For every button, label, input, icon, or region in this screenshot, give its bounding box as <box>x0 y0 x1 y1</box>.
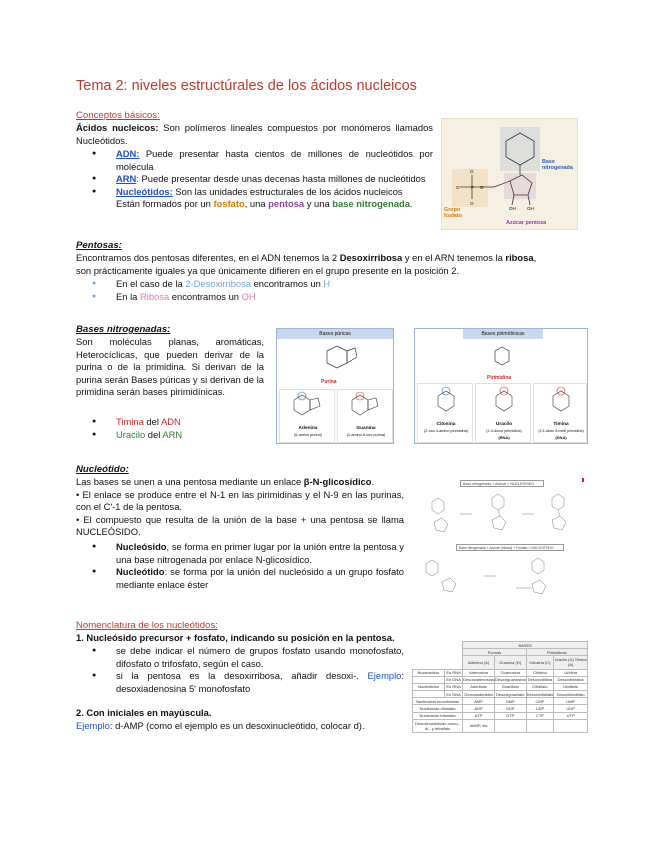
svg-text:O: O <box>456 185 460 190</box>
list-item-timina: ● Timina del ADN <box>76 416 264 429</box>
guanina-label: Guanina <box>356 426 376 431</box>
table-row: Nucleósido difosfato ADP GDP CDP UDP <box>413 705 588 712</box>
nomenclatura-example: Ejemplo: d-AMP (como el ejemplo es un desoxinucleótido, colocar d). <box>76 720 365 731</box>
purina-label: Purina <box>321 379 337 385</box>
table-header-pirimidinas: Pirimidinas <box>526 649 587 656</box>
base-highlight <box>500 127 540 171</box>
pirimidina-label: Pirimidina <box>487 375 512 381</box>
citosina-label: Citosina <box>436 422 456 427</box>
pirimidinicas-header: Bases pirimídinicas <box>463 329 543 339</box>
svg-text:OH: OH <box>527 206 534 211</box>
nucleotide-table: BASES Purinas Pirimidinas Adenina (A) Guanina (G) Citosina (C) Uracilo (U) Timina (A) Nucleósidos En RNA Adenosina Guanosina Citidina Uridina En DNA Desoxiadenosina Desoxiguanosina Desoxicitidina Desoxitimidina Nucleótidos En RNA Adenilato Guanilato Citidilato Uridilato En DNA Desoxiadenilato Desoxiguanilato Desoxicitidilato Desoxitimidilato Nucleósido monofosfato AMP GMP CMP UMP Nucleósido difosfato ADP GDP CDP UDP Nucleósido trifosfato ATP GTP CTP UTP Desoxinucleósido mono-, di-, y trifosfato dAMP, etc <box>412 641 588 733</box>
table-header-purinas: Purinas <box>463 649 526 656</box>
list-item-desoxirribosa: ● En el caso de la 2-Desoxirribosa encontramos un H <box>76 278 586 291</box>
svg-text:O: O <box>470 201 474 206</box>
list-item-fosfatos: ● se debe indicar el número de grupos fosfato usando monofosfato, difosfato o trifosfato, según el caso. <box>76 645 404 670</box>
pentosas-heading: Pentosas: <box>76 240 122 251</box>
uracilo-label: Uracilo <box>495 422 513 427</box>
timina-card: Timina (2,4-dioxo 5-metil pirimidina) (DNA) <box>533 383 587 443</box>
list-item-nucleosido: ● Nucleósido, se forma en primer lugar por la unión entre la pentosa y una base nitrogenada por enlace N-glicosídico. <box>76 541 404 566</box>
conceptos-intro: Ácidos nucleicos: Son polímeros lineales compuestos por monómeros llamados Nucleótidos. <box>76 122 433 146</box>
fosfato-term: fosfato <box>213 198 245 210</box>
table-row: Nucleósido monofosfato AMP GMP CMP UMP <box>413 698 588 705</box>
nomenclatura-item-2: 2. Con iniciales en mayúscula. <box>76 707 212 718</box>
table-row: Nucleótidos En RNA Adenilato Guanilato Citidilato Uridilato <box>413 683 588 690</box>
pirimidinicas-panel <box>414 328 588 444</box>
svg-text:O: O <box>480 185 484 190</box>
purina-structure <box>317 343 357 377</box>
nomenclatura-item-1: 1. Nucleósido precursor + fosfato, indicando su posición en la pentosa. <box>76 632 395 643</box>
page-title: Tema 2: niveles estructúrales de los ácidos nucleicos <box>76 78 417 94</box>
acidos-nucleicos-term: Ácidos nucleicos: <box>76 122 159 133</box>
citosina-card: Citosina (2-oxo 4-amino pirimidina) <box>417 383 473 443</box>
pentose-highlight <box>504 173 536 199</box>
list-item-uracilo: ● Uracilo del ARN <box>76 429 264 442</box>
uracilo-card: Uracilo (2,4-dioxo pirimidina) (RNA) <box>475 383 531 443</box>
table-row: Nucleósido trifosfato ATP GTP CTP UTP <box>413 712 588 719</box>
puricas-header: Bases púricas <box>277 329 393 339</box>
grupo-fosfato-label: Grupo fosfato <box>444 207 462 219</box>
table-row: En DNA Desoxiadenilato Desoxiguanilato Desoxicitidilato Desoxitimidilato <box>413 691 588 698</box>
phosphate-highlight <box>452 169 488 207</box>
azucar-pentosa-label: Azúcar pentosa <box>506 220 547 226</box>
bases-paragraph: Son moléculas planas, aromáticas, Heterocíclicas, que pueden derivar de la purina o de la primidina. Si derivan de la purina serán Bases púricas y si derivan de la primidina serán bases pirimidínicas. <box>76 336 264 398</box>
nucleosido-reaction <box>412 488 588 544</box>
bases-list <box>76 416 264 441</box>
list-item-arn: ● ARN: Puede presentar desde unas decenas hasta millones de nucleótidos <box>76 173 433 186</box>
nucleotide-figure <box>441 118 578 230</box>
pirimidina-structure <box>487 343 517 373</box>
table-header-bases: BASES <box>463 642 588 649</box>
list-item-nucleotidos: ● Nucleótidos: Son las unidades estructurales de los ácidos nucleicos Están formados por un fosfato, una pentosa y una base nitrogenada. <box>76 186 433 211</box>
table-row: Desoxinucleósido mono-, di-, y trifosfato dAMP, etc <box>413 719 588 732</box>
conceptos-heading: Conceptos básicos: <box>76 110 160 121</box>
bases-heading: Bases nitrogenadas: <box>76 324 171 335</box>
list-item-nucleotido: ● Nucleótido: se forma por la unión del nucleósido a un grupo fosfato mediante enlace éster <box>76 566 404 591</box>
bases-figure <box>276 328 588 446</box>
pentosas-list <box>76 278 586 303</box>
svg-text:OH: OH <box>509 206 516 211</box>
guanina-card: Guanina (2-amino 6-oxo purina) <box>337 389 393 443</box>
timina-label: Timina <box>553 422 569 427</box>
nomenclatura-heading: Nomenclatura de los nucleótidos: <box>76 620 218 631</box>
pentosas-paragraph: Encontramos dos pentosas diferentes, en el ADN tenemos la 2 Desoxirribosa y en el ARN tenemos la ribosa, son prácticamente iguales ya que únicamente difieren en el grupo presente en la posición 2. <box>76 252 537 276</box>
nucleotido-list <box>76 541 404 591</box>
nucleosido-formula: Base nitrogenada + Azúcar = NUCLEÓSIDO <box>460 480 544 487</box>
nucleosido-figure <box>412 472 588 606</box>
base-term: base nitrogenada <box>332 198 410 210</box>
puricas-panel <box>276 328 394 444</box>
list-item-desoxi: ● si la pentosa es la desoxirribosa, añadir desoxi-. Ejemplo: desoxiadenosina 5' monofosfato <box>76 670 404 695</box>
adenina-label: Adenina <box>298 426 318 431</box>
nucleotido-heading: Nucleótido: <box>76 464 129 475</box>
pentosa-term: pentosa <box>268 198 305 210</box>
svg-text:O: O <box>470 169 474 174</box>
nomenclatura-list <box>76 645 404 695</box>
red-mark <box>582 478 584 482</box>
table-row: Nucleósidos En RNA Adenosina Guanosina Citidina Uridina <box>413 669 588 676</box>
nucleotido-paragraph: Las bases se unen a una pentosa mediante un enlace β-N-glicosídico. • El enlace se produce entre el N-1 en las pirimidinas y el N-9 en las purinas, con el C'-1 de la pentosa. • El compuesto que resulta de la unión de la base + una pentosa se llama NUCLEÓSIDO. <box>76 476 404 538</box>
adenina-card: Adenina (6-amino purina) <box>279 389 335 443</box>
nucleotido-formula: Base nitrogenada + Azúcar (ribosa) + Fosfato = NUCLEÓTIDO <box>456 544 564 551</box>
svg-text:P: P <box>471 185 475 190</box>
nucleotido-reaction <box>412 552 588 606</box>
list-item-adn: ● ADN: Puede presentar hasta cientos de millones de nucleótidos por molécula <box>76 148 433 173</box>
base-nitrogenada-label: Base nitrogenada <box>542 159 573 171</box>
table-row: En DNA Desoxiadenosina Desoxiguanosina Desoxicitidina Desoxitimidina <box>413 676 588 683</box>
list-item-ribosa: ● En la Ribosa encontramos un OH <box>76 291 586 304</box>
conceptos-list <box>76 148 433 211</box>
